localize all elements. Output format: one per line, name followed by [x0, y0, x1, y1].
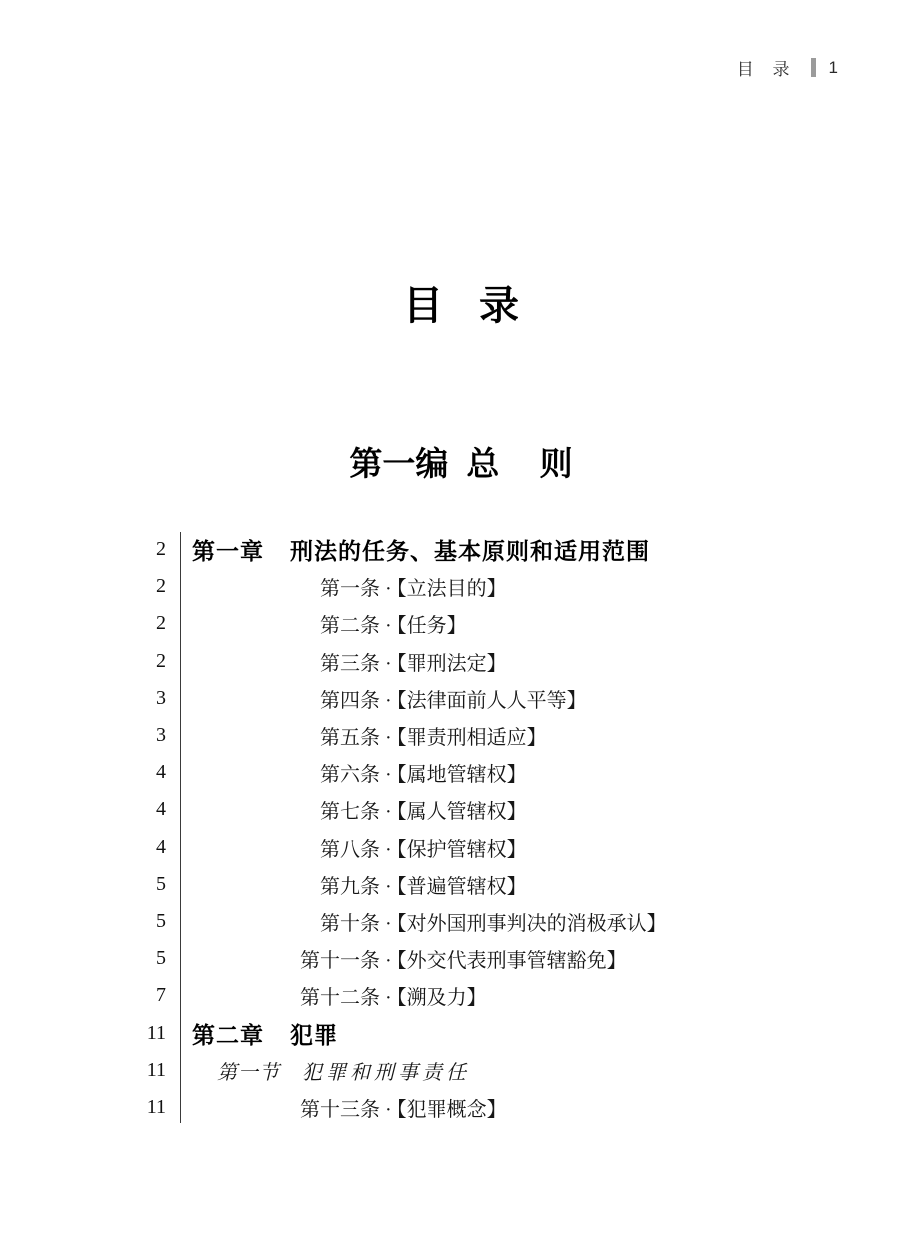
running-header-page-number: 1: [828, 57, 838, 77]
entry-label: 第二条: [320, 615, 380, 638]
toc-entry-row: [0, 829, 922, 866]
toc-entry-row: [0, 940, 922, 977]
running-header-title: 目 录: [736, 60, 791, 79]
part-label: 第一编: [349, 447, 449, 483]
entry-title: 【立法目的】: [396, 578, 507, 601]
toc-entry-row: [0, 605, 922, 642]
toc-entry-row: [0, 754, 922, 791]
entry-content: [180, 533, 922, 566]
entry-title: 【罪责刑相适应】: [396, 727, 547, 750]
entry-label: 第九条: [320, 875, 380, 898]
entry-content: [180, 721, 922, 750]
toc-entry-row: [0, 1052, 922, 1089]
entry-page-number: 2: [156, 538, 166, 561]
entry-content: [180, 1017, 922, 1050]
entry-content: [180, 684, 922, 713]
entry-label: 第十二条: [300, 987, 380, 1010]
part-name: 总 则: [466, 447, 573, 483]
entry-label: 第十一条: [300, 950, 380, 973]
entry-content: [180, 572, 922, 601]
entry-label: 第一章: [192, 538, 264, 565]
entry-label: 第二章: [192, 1021, 264, 1048]
entry-label: 第三条: [320, 652, 380, 675]
entry-label: 第八条: [320, 838, 380, 861]
toc-divider-line: [180, 532, 181, 1123]
entry-page-number: 4: [156, 798, 166, 821]
entry-title: 【外交代表刑事管辖豁免】: [396, 950, 627, 973]
entry-label: 第一条: [320, 578, 380, 601]
entry-content: [180, 609, 922, 638]
entry-title: 【任务】: [396, 615, 467, 638]
entry-page-number: 5: [156, 909, 166, 932]
toc-entry-row: [0, 680, 922, 717]
entry-separator: ·: [385, 689, 392, 712]
entry-label: 第十三条: [300, 1098, 380, 1121]
entry-label: 第十条: [320, 912, 380, 935]
entry-title: 【属人管辖权】: [396, 801, 527, 824]
entry-page-number: 11: [146, 1021, 166, 1044]
part-title: [0, 446, 922, 484]
toc-entry-row: [0, 531, 922, 568]
entry-label: 第五条: [320, 727, 380, 750]
entry-content: [180, 833, 922, 862]
entry-page-number: 4: [156, 835, 166, 858]
entry-content: [180, 647, 922, 676]
toc-entry-row: [0, 977, 922, 1014]
entry-separator: ·: [385, 950, 392, 973]
entry-content: [180, 795, 922, 824]
entry-separator: ·: [385, 875, 392, 898]
entry-title: 【溯及力】: [396, 987, 487, 1010]
toc-entry-row: [0, 791, 922, 828]
entry-title: 犯罪和刑事责任: [302, 1061, 470, 1084]
entry-content: [180, 758, 922, 787]
entry-title: 【犯罪概念】: [396, 1098, 507, 1121]
entry-title: 【法律面前人人平等】: [396, 689, 587, 712]
running-header: [737, 55, 838, 80]
entry-separator: ·: [385, 801, 392, 824]
entry-title: 【普遍管辖权】: [396, 875, 527, 898]
toc-entry-row: [0, 1014, 922, 1051]
entry-content: [180, 944, 922, 973]
entry-title: 【罪刑法定】: [396, 652, 507, 675]
entry-separator: ·: [385, 1098, 392, 1121]
header-separator-bar: [811, 58, 816, 77]
toc-list: [0, 531, 922, 1126]
entry-separator: ·: [385, 912, 392, 935]
toc-entry-row: [0, 903, 922, 940]
entry-page-number: 11: [146, 1058, 166, 1081]
toc-entries: [0, 531, 922, 1126]
entry-label: 第六条: [320, 764, 380, 787]
entry-title: 【属地管辖权】: [396, 764, 527, 787]
toc-entry-row: [0, 866, 922, 903]
entry-page-number: 11: [146, 1095, 166, 1118]
toc-entry-row: [0, 1089, 922, 1126]
entry-title: 【对外国刑事判决的消极承认】: [396, 912, 667, 935]
entry-label: 第七条: [320, 801, 380, 824]
entry-page-number: 5: [156, 947, 166, 970]
entry-page-number: 4: [156, 761, 166, 784]
toc-entry-row: [0, 568, 922, 605]
entry-content: [180, 1093, 922, 1122]
entry-content: [180, 907, 922, 936]
entry-separator: ·: [385, 838, 392, 861]
entry-title: 【保护管辖权】: [396, 838, 527, 861]
entry-page-number: 2: [156, 649, 166, 672]
entry-separator: ·: [385, 727, 392, 750]
entry-label: 第一节: [217, 1061, 280, 1084]
entry-content: [180, 1056, 922, 1085]
entry-title: 犯罪: [290, 1021, 338, 1048]
toc-entry-row: [0, 643, 922, 680]
entry-page-number: 5: [156, 872, 166, 895]
toc-entry-row: [0, 717, 922, 754]
entry-separator: ·: [385, 764, 392, 787]
entry-page-number: 2: [156, 612, 166, 635]
entry-page-number: 3: [156, 686, 166, 709]
entry-page-number: 7: [156, 984, 166, 1007]
entry-title: 刑法的任务、基本原则和适用范围: [290, 538, 650, 565]
entry-separator: ·: [385, 615, 392, 638]
entry-label: 第四条: [320, 689, 380, 712]
entry-page-number: 2: [156, 575, 166, 598]
entry-separator: ·: [385, 987, 392, 1010]
entry-content: [180, 981, 922, 1010]
entry-separator: ·: [385, 652, 392, 675]
entry-page-number: 3: [156, 724, 166, 747]
entry-separator: ·: [385, 578, 392, 601]
entry-content: [180, 870, 922, 899]
toc-page-title: 目 录: [403, 283, 519, 328]
